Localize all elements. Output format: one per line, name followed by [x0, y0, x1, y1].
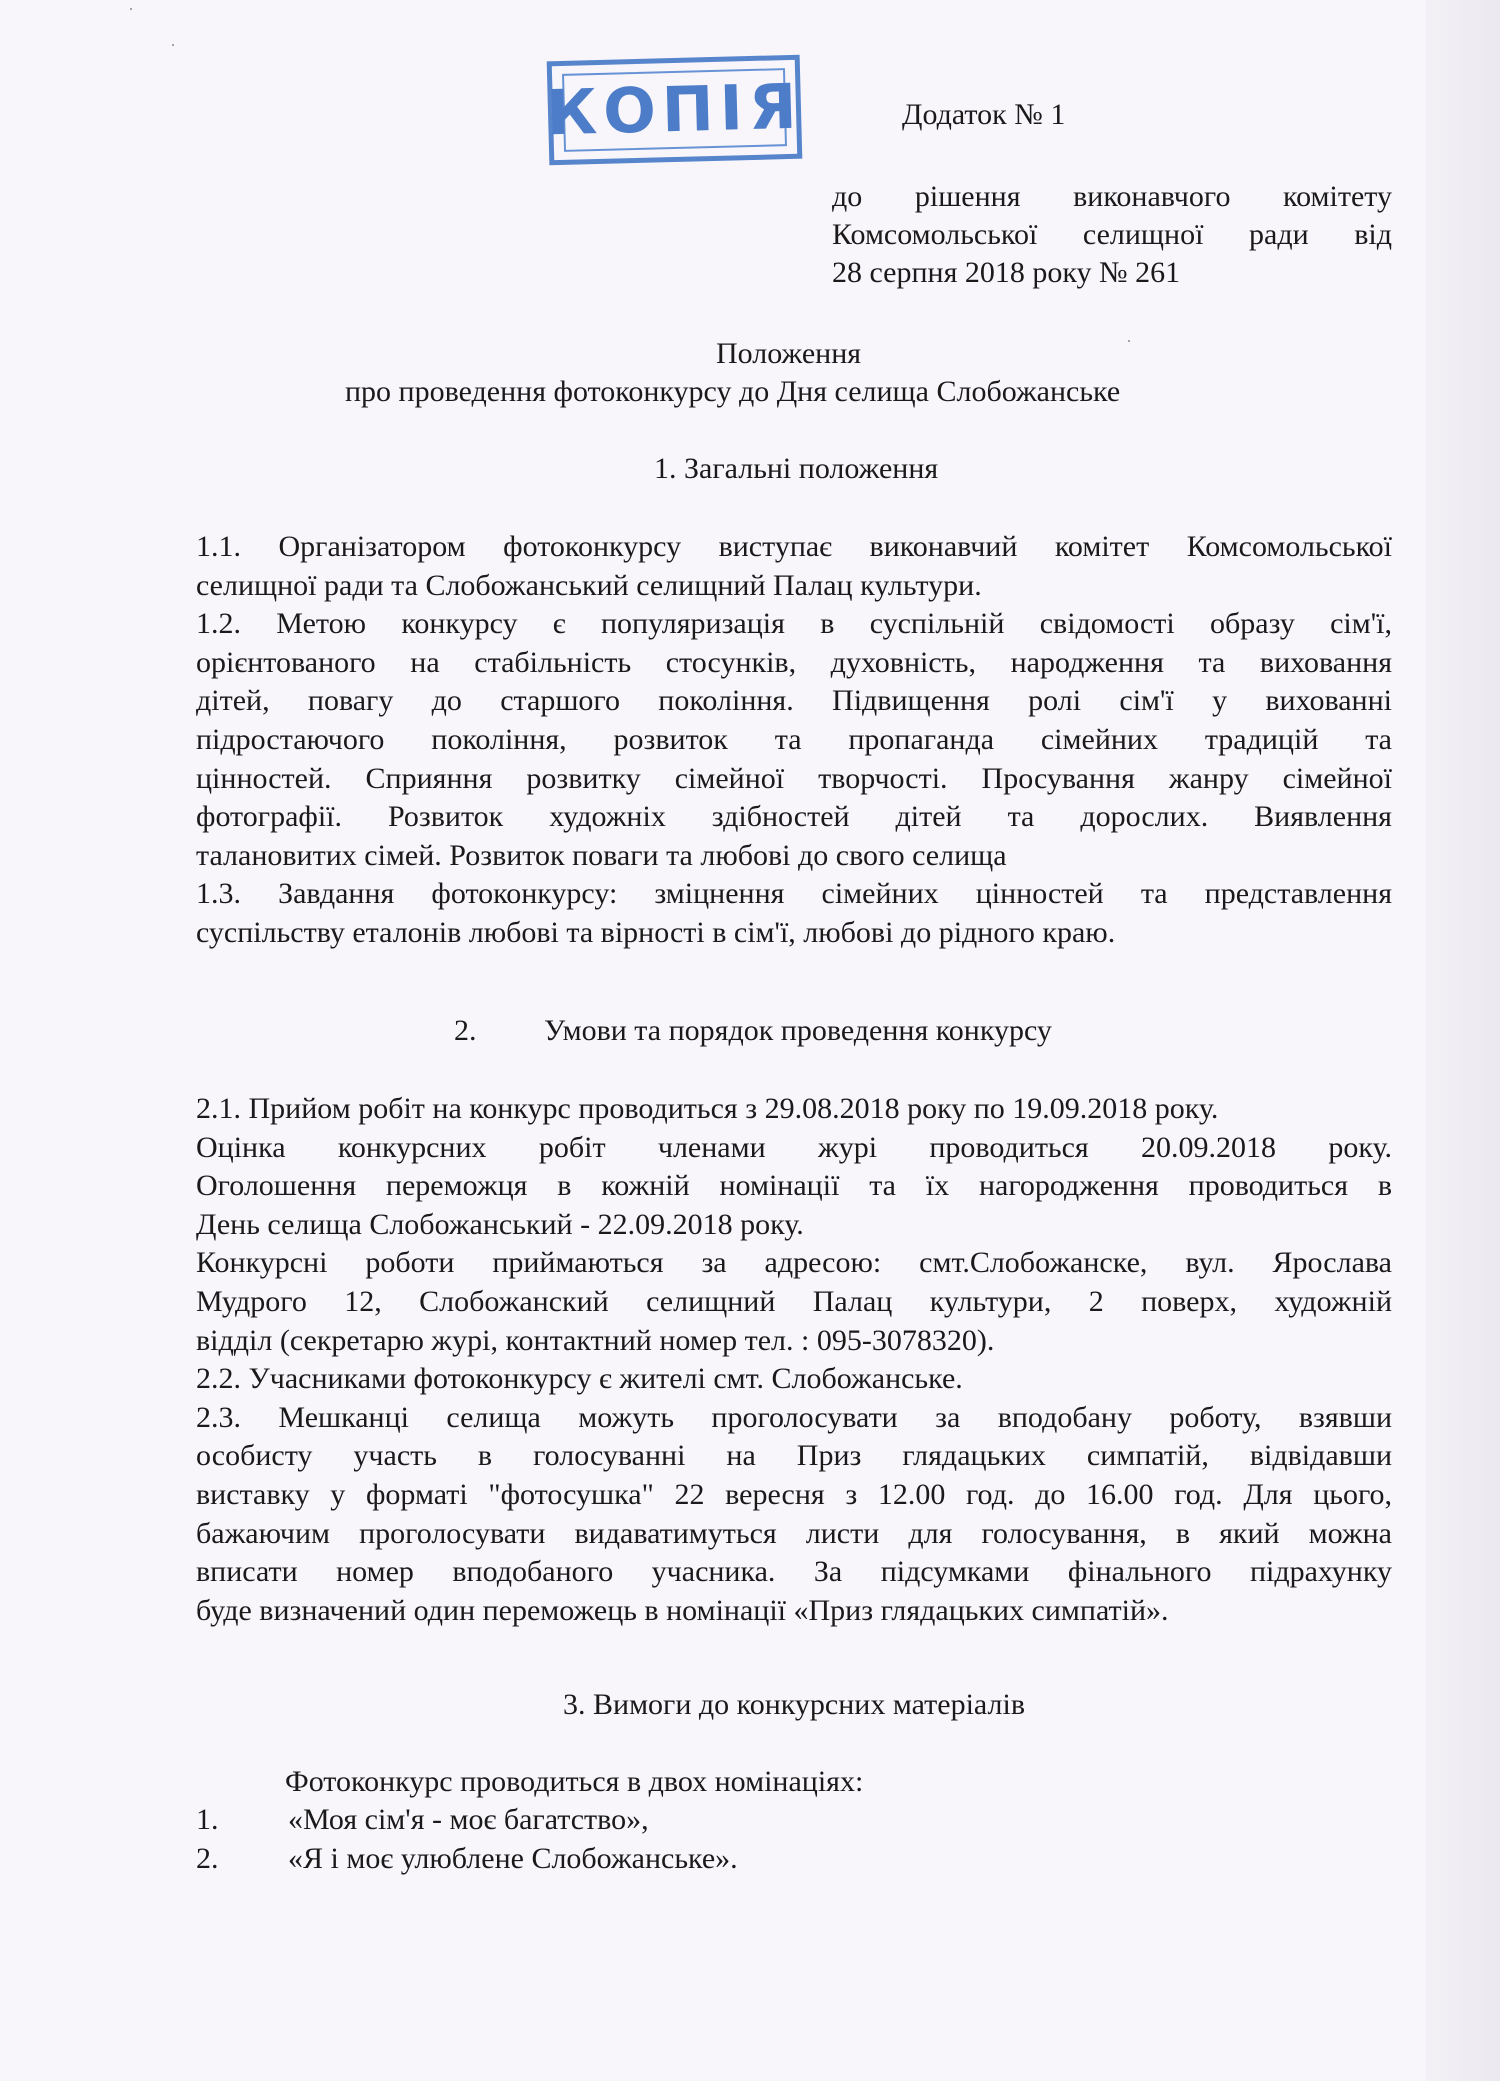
body-line: фотографії. Розвиток художніх здібностей дітей та дорослих. Виявлення: [196, 800, 1392, 834]
body-line: Оцінка конкурсних робіт членами журі проводиться 20.09.2018 року.: [196, 1130, 1392, 1164]
body-line: дітей, повагу до старшого покоління. Підвищення ролі сім'ї у вихованні: [196, 684, 1392, 718]
body-line: 2.2. Учасниками фотоконкурсу є жителі смт. Слобожанське.: [196, 1362, 963, 1396]
body-line: 2.1. Прийом робіт на конкурс проводиться з 29.08.2018 року по 19.09.2018 року.: [196, 1092, 1219, 1125]
body-line: підростаючого покоління, розвиток та пропаганда сімейних традицій та: [196, 722, 1392, 756]
page-edge-shadow: [1426, 0, 1500, 2081]
scan-speck: [1128, 340, 1130, 342]
body-line: 1.2. Метою конкурсу є популяризація в суспільній свідомості образу сім'ї,: [196, 607, 1392, 641]
body-line: Оголошення переможця в кожній номінації та їх нагородження проводиться в: [196, 1169, 1392, 1203]
nomination-text: «Я і моє улюблене Слобожанське».: [288, 1842, 738, 1875]
body-line: Конкурсні роботи приймаються за адресою: смт.Слобожанске, вул. Ярослава: [196, 1246, 1392, 1280]
document-title: Положення: [716, 337, 862, 370]
decision-reference: [832, 178, 1392, 292]
body-line: відділ (секретарю журі, контактний номер тел. : 095-3078320).: [196, 1323, 995, 1357]
body-line: вписати номер вподобаного учасника. За підсумками фінального підрахунку: [196, 1555, 1392, 1589]
body-line: бажаючим проголосувати видаватимуться листи для голосування, в який можна: [196, 1516, 1392, 1550]
section-1-body: [196, 528, 1392, 953]
section-3-heading: 3. Вимоги до конкурсних матеріалів: [563, 1688, 1025, 1721]
document-subtitle: про проведення фотоконкурсу до Дня селища Слобожанське: [345, 375, 1121, 408]
body-line: 1.1. Організатором фотоконкурсу виступає виконавчий комітет Комсомольської: [196, 530, 1392, 563]
body-line: суспільству еталонів любові та вірності в сім'ї, любові до рідного краю.: [196, 915, 1116, 949]
body-line: буде визначений один переможець в номінації «Приз глядацьких симпатій».: [196, 1593, 1169, 1627]
scan-speck: [130, 8, 132, 10]
body-line: особисту участь в голосуванні на Приз глядацьких симпатій, відвідавши: [196, 1439, 1392, 1473]
section-2-heading: [454, 1012, 1052, 1050]
decision-line: Комсомольської селищної ради від: [832, 218, 1392, 251]
section-2-title: Умови та порядок проведення конкурсу: [544, 1014, 1052, 1047]
copy-stamp: [547, 55, 803, 166]
body-line: орієнтованого на стабільність стосунків, духовність, народження та виховання: [196, 645, 1392, 679]
scan-speck: [172, 44, 174, 46]
stamp-text: КОПІЯ: [545, 69, 804, 150]
nominations-intro: Фотоконкурс проводиться в двох номінаціях:: [285, 1765, 864, 1798]
decision-line: до рішення виконавчого комітету: [832, 180, 1392, 213]
nomination-text: «Моя сім'я - моє багатство»,: [288, 1803, 649, 1836]
section-2-number: 2.: [454, 1014, 477, 1047]
section-1-heading: 1. Загальні положення: [654, 452, 939, 485]
nomination-number: 2.: [196, 1842, 219, 1875]
body-line: День селища Слобожанський - 22.09.2018 року.: [196, 1207, 804, 1241]
body-line: цінностей. Сприяння розвитку сімейної творчості. Просування жанру сімейної: [196, 761, 1392, 795]
section-2-body: [196, 1090, 1392, 1630]
body-line: виставку у форматі "фотосушка" 22 вересня з 12.00 год. до 16.00 год. Для цього,: [196, 1477, 1392, 1511]
body-line: селищної ради та Слобожанський селищний Палац культури.: [196, 568, 982, 602]
body-line: Мудрого 12, Слобожанский селищний Палац культури, 2 поверх, художній: [196, 1284, 1392, 1318]
body-line: 1.3. Завдання фотоконкурсу: зміцнення сімейних цінностей та представлення: [196, 877, 1392, 911]
body-line: талановитих сімей. Розвиток поваги та любові до свого селища: [196, 838, 1007, 872]
body-line: 2.3. Мешканці селища можуть проголосувати за вподобану роботу, взявши: [196, 1400, 1392, 1434]
nomination-number: 1.: [196, 1803, 219, 1836]
decision-line: 28 серпня 2018 року № 261: [832, 256, 1181, 289]
addendum-label: Додаток № 1: [902, 98, 1066, 131]
